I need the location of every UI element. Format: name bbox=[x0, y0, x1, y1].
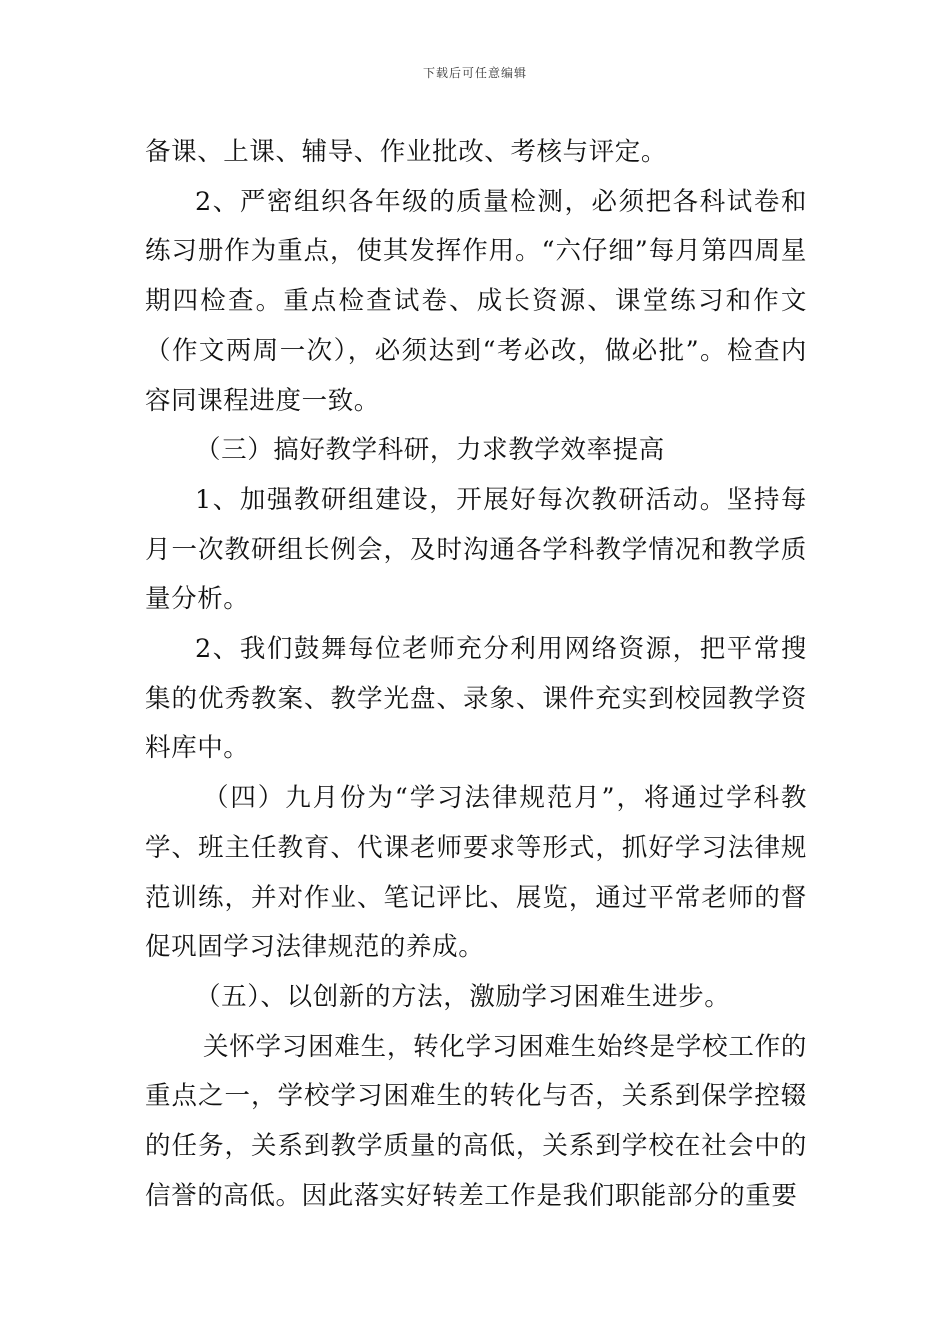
paragraph-continuation: 备课、上课、辅导、作业批改、考核与评定。 bbox=[145, 137, 668, 167]
paragraph-research-group: 1、加强教研组建设，开展好每次教研活动。坚持每月一次教研组长例会，及时沟通各学科教学情况和教学质量分析。 bbox=[145, 484, 807, 615]
paragraph-care-difficult-students: 关怀学习困难生，转化学习困难生始终是学校工作的重点之一，学校学习困难生的转化与否，关系到保学控辍的任务，关系到教学质量的高低，关系到学校在社会中的信誉的高低。因此落实好转差工作是我们职能部分的重要 bbox=[145, 1031, 807, 1211]
paragraph-network-resources: 2、我们鼓舞每位老师充分利用网络资源，把平常搜集的优秀教案、教学光盘、录象、课件充实到校园教学资料库中。 bbox=[145, 634, 807, 764]
page-header: 下载后可任意编辑 bbox=[422, 66, 527, 80]
section-heading-research: （三）搞好教学科研，力求教学效率提高 bbox=[195, 435, 665, 466]
paragraph-quality-check: 2、严密组织各年级的质量检测，必须把各科试卷和练习册作为重点，使其发挥作用。“六仔细”每月第四周星期四检查。重点检查试卷、成长资源、课堂练习和作文（作文两周一次），必须达到“考必改，做必批”。检查内容同课程进度一致。 bbox=[145, 186, 807, 416]
section-heading-difficult-students: （五）、以创新的方法，激励学习困难生进步。 bbox=[195, 981, 731, 1012]
paragraph-law-month: （四）九月份为“学习法律规范月”，将通过学科教学、班主任教育、代课老师要求等形式，抓好学习法律规范训练，并对作业、笔记评比、展览，通过平常老师的督促巩固学习法律规范的养成。 bbox=[145, 783, 807, 963]
document-body bbox=[145, 128, 807, 1221]
